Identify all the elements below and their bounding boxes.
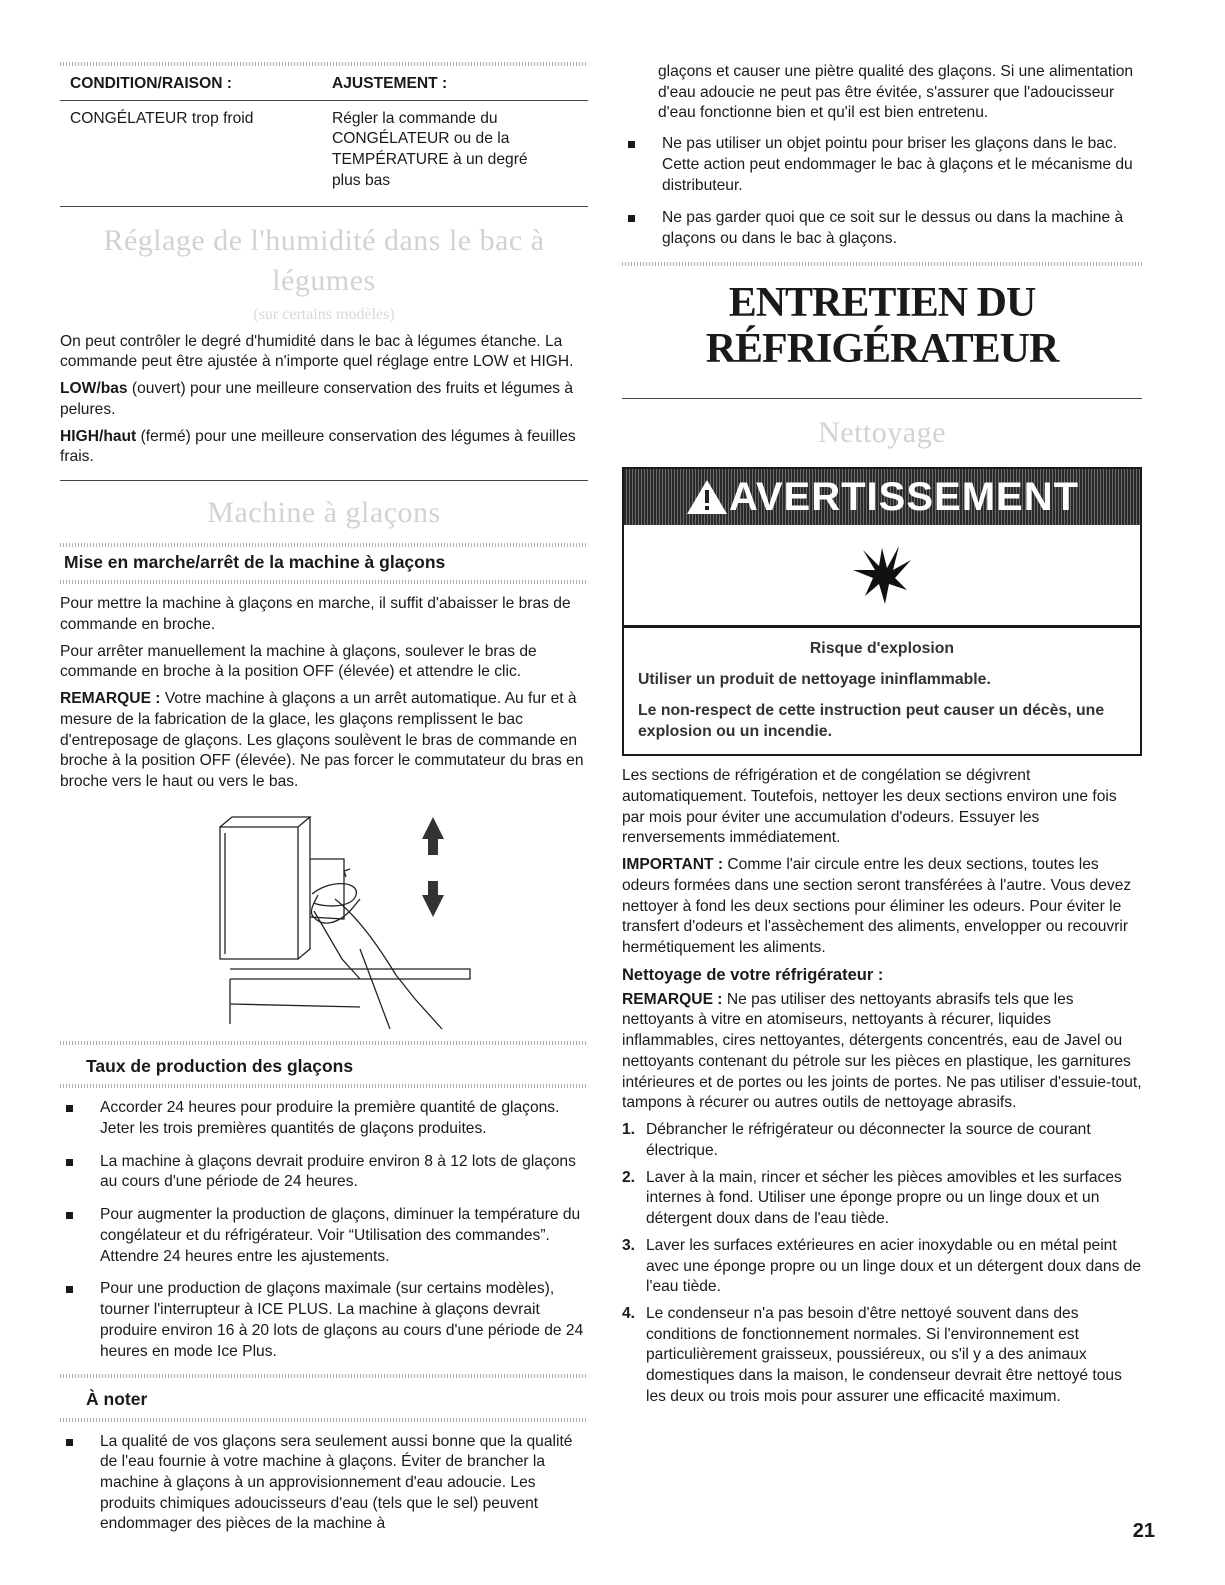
divider bbox=[60, 206, 588, 207]
subheading-onoff: Mise en marche/arrêt de la machine à glaçons bbox=[64, 552, 446, 573]
step-text: Le condenseur n'a pas besoin d'être nettoyé souvent dans des conditions de fonctionnement normales. Si l'environnement est particulièrement graisseux, poussiéreux, ou s'il y a des animaux domestiques dans la maison, le condenseur devrait être nettoyé tous les deux ou trois mois pour assurer une efficacité maximum. bbox=[646, 1304, 1122, 1405]
step-item bbox=[622, 1120, 1142, 1161]
list-item: La qualité de vos glaçons sera seulement aussi bonne que la qualité de l'eau fournie à votre machine à glaçons. Éviter de brancher la machine à glaçons à un approvisionnement d'eau adoucie. Les produits chimiques adoucisseurs d'eau (tels que le sel) peuvent endommager des pièces de la machine à bbox=[60, 1432, 588, 1536]
icemaker-paragraph: Pour arrêter manuellement la machine à glaçons, soulever le bras de commande en broche à la position OFF (élevée) et attendre le clic. bbox=[60, 642, 537, 681]
divider bbox=[60, 62, 588, 66]
list-item: La machine à glaçons devrait produire environ 8 à 12 lots de glaçons au cours d'une période de 24 heures. bbox=[60, 1152, 588, 1193]
step-item bbox=[622, 1304, 1142, 1408]
title-line: ENTRETIEN DU bbox=[728, 279, 1036, 326]
explosion-icon bbox=[847, 540, 917, 610]
note-label: REMARQUE : bbox=[60, 690, 161, 708]
important-label: IMPORTANT : bbox=[622, 856, 724, 874]
icemaker-arm-illustration bbox=[60, 799, 588, 1037]
high-label: HIGH/haut bbox=[60, 427, 137, 445]
section-subtitle: (sur certains modèles) bbox=[253, 306, 395, 324]
list-item: Pour une production de glaçons maximale (sur certains modèles), tourner l'interrupteur à ICE PLUS. La machine à glaçons devrait produire environ 16 à 20 lots de glaçons au cours d'une période de 24 heures en mode Ice Plus. bbox=[60, 1279, 588, 1362]
cleaning-note bbox=[622, 990, 1142, 1114]
step-number: 3. bbox=[622, 1236, 636, 1254]
subheading-notes: À noter bbox=[86, 1389, 148, 1410]
warning-title: AVERTISSEMENT bbox=[728, 474, 1080, 519]
warning-header bbox=[624, 469, 1140, 525]
step-number: 1. bbox=[622, 1121, 636, 1139]
step-text: Laver les surfaces extérieures en acier inoxydable ou en métal peint avec une éponge propre ou un linge doux et un détergent doux dans de l'eau tiède. bbox=[646, 1236, 1142, 1296]
divider bbox=[60, 1041, 588, 1045]
list-item: Accorder 24 heures pour produire la première quantité de glaçons. Jeter les trois premières quantités de glaçons produites. bbox=[60, 1098, 588, 1139]
note-text: Votre machine à glaçons a un arrêt automatique. Au fur et à mesure de la fabrication de la glace, les glaçons remplissent le bac d'entreposage de glaçons. Les glaçons soulèvent le bras de commande en broche à la position OFF (élevée). Ne pas forcer le commutateur du bras en broche vers le haut ou vers le bas. bbox=[60, 690, 584, 791]
divider bbox=[60, 580, 588, 584]
cleaning-paragraph: Les sections de réfrigération et de congélation se dégivrent automatiquement. Toutefois, nettoyer les deux sections environ une fois par mois pour éviter une accumulation d'odeurs. Essuyer les renversements immédiatement. bbox=[622, 767, 1117, 847]
section-title-humidity: Réglage de l'humidité dans le bac à légumes bbox=[103, 223, 545, 297]
divider bbox=[60, 1084, 588, 1088]
notes-list bbox=[60, 1432, 588, 1536]
step-number: 4. bbox=[622, 1304, 636, 1322]
section-title-cleaning: Nettoyage bbox=[818, 416, 946, 450]
subheading-rate: Taux de production des glaçons bbox=[86, 1055, 354, 1076]
divider bbox=[622, 262, 1142, 266]
cleaning-steps bbox=[622, 1120, 1142, 1408]
important-text: Comme l'air circule entre les deux sections, toutes les odeurs formées dans une section seront transférées à l'autre. Vous devez nettoyer à fond les deux sections pour éliminer les odeurs. Pour éviter le transfert d'odeurs et l'assèchement des aliments, envelopper ou recouvrir hermétiquement les aliments. bbox=[622, 856, 1132, 957]
list-item: Ne pas garder quoi que ce soit sur le dessus ou dans la machine à glaçons ou dans le bac à glaçons. bbox=[622, 208, 1142, 249]
low-paragraph bbox=[60, 379, 588, 420]
divider bbox=[60, 1418, 588, 1422]
left-column bbox=[60, 62, 588, 1547]
warning-line: Le non-respect de cette instruction peut causer un décès, une explosion ou un incendie. bbox=[638, 702, 1105, 741]
important-paragraph bbox=[622, 855, 1142, 959]
divider bbox=[622, 398, 1142, 399]
high-text: (fermé) pour une meilleure conservation des légumes à feuilles frais. bbox=[60, 427, 576, 466]
step-text: Débrancher le réfrigérateur ou déconnecter la source de courant électrique. bbox=[646, 1121, 1091, 1159]
divider bbox=[60, 480, 588, 481]
step-item bbox=[622, 1168, 1142, 1230]
low-label: LOW/bas bbox=[60, 380, 128, 398]
cleaning-subheading: Nettoyage de votre réfrigérateur : bbox=[622, 965, 884, 984]
page-number: 21 bbox=[1132, 1520, 1155, 1542]
low-text: (ouvert) pour une meilleure conservation des fruits et légumes à pelures. bbox=[60, 380, 574, 418]
title-line: RÉFRIGÉRATEUR bbox=[705, 326, 1059, 373]
icemaker-illustration bbox=[60, 799, 588, 1037]
icemaker-paragraph: Pour mettre la machine à glaçons en marche, il suffit d'abaisser le bras de commande en broche. bbox=[60, 595, 571, 634]
list-item: Pour augmenter la production de glaçons, diminuer la température du congélateur et du réfrigérateur. Voir “Utilisation des commandes”. Attendre 24 heures entre les ajustements. bbox=[60, 1205, 588, 1267]
adjust-cell: Régler la commande du CONGÉLATEUR ou de la TEMPÉRATURE à un degré plus bas bbox=[332, 109, 528, 189]
condition-cell: CONGÉLATEUR trop froid bbox=[70, 109, 254, 127]
icemaker-note bbox=[60, 689, 588, 793]
step-number: 2. bbox=[622, 1168, 636, 1186]
step-item bbox=[622, 1236, 1142, 1298]
warning-box bbox=[622, 467, 1142, 756]
divider bbox=[60, 1374, 588, 1378]
divider bbox=[60, 543, 588, 547]
notes-continued: glaçons et causer une piètre qualité des glaçons. Si une alimentation d'eau adoucie ne peut pas être évitée, s'assurer que l'adoucisseur d'eau fonctionne bien et qu'il est bien entretenu. bbox=[658, 63, 1134, 122]
explosion-icon-area bbox=[624, 525, 1140, 625]
high-paragraph bbox=[60, 427, 588, 468]
page-title bbox=[622, 280, 1142, 372]
adjust-header: AJUSTEMENT : bbox=[332, 66, 588, 100]
step-text: Laver à la main, rincer et sécher les pièces amovibles et les surfaces internes à fond. Utiliser une éponge propre ou un linge doux et un détergent doux dans de l'eau tiède. bbox=[646, 1168, 1122, 1228]
warning-line: Utiliser un produit de nettoyage ininflammable. bbox=[638, 671, 991, 689]
right-column bbox=[622, 62, 1142, 1414]
humidity-paragraph: On peut contrôler le degré d'humidité dans le bac à légumes étanche. La commande peut être ajustée à n'importe quel réglage entre LOW et HIGH. bbox=[60, 332, 574, 371]
warning-triangle-icon bbox=[685, 478, 729, 516]
note-label: REMARQUE : bbox=[622, 990, 723, 1008]
condition-header: CONDITION/RAISON : bbox=[60, 66, 332, 100]
troubleshoot-table bbox=[60, 66, 588, 204]
note-text: Ne pas utiliser des nettoyants abrasifs tels que les nettoyants à vitre en atomiseurs, nettoyants à récurer, liquides inflammables, cires nettoyantes, détergents concentrés, eau de Javel ou nettoyants contenant du pétrole sur les pièces en plastique, les garnitures intérieures et de portes ou les joints de portes. Ne pas utiliser d'essuie-tout, tampons à récurer ou autres outils de nettoyage abrasifs. bbox=[622, 990, 1142, 1112]
list-item: Ne pas utiliser un objet pointu pour briser les glaçons dans le bac. Cette action peut endommager le bac à glaçons et le mécanisme du distributeur. bbox=[622, 134, 1142, 196]
warning-body bbox=[624, 625, 1140, 754]
rate-list bbox=[60, 1098, 588, 1362]
warning-hazard: Risque d'explosion bbox=[809, 640, 955, 658]
section-title-icemaker: Machine à glaçons bbox=[207, 496, 441, 530]
notes-list-continued bbox=[622, 134, 1142, 250]
